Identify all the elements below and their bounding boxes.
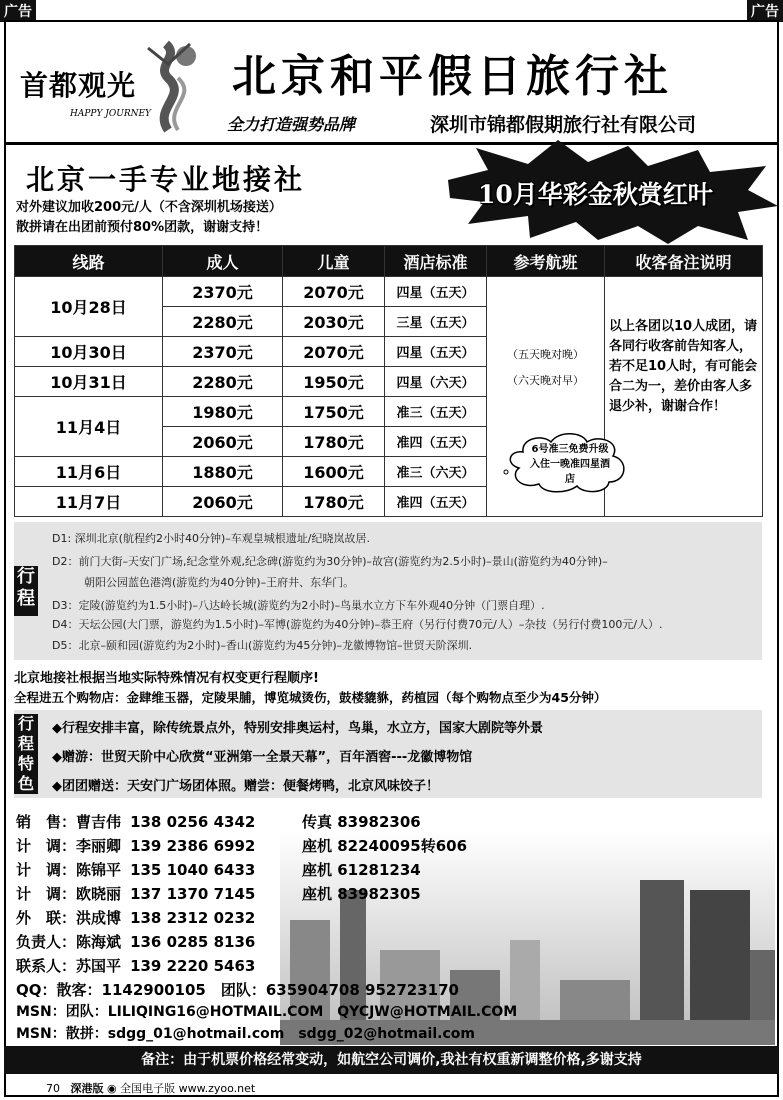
child-price: 1780元	[283, 487, 385, 517]
contact-row	[16, 907, 255, 928]
hotel-standard: 四星（五天）	[385, 277, 487, 307]
child-price: 2030元	[283, 307, 385, 337]
promo-text: 10月华彩金秋赏红叶	[478, 180, 713, 209]
features-label: 行程特色	[14, 714, 38, 794]
itinerary-day: D3：定陵(游览约为1.5小时)–八达岭长城(游览约为2小时)–鸟巢水立方下车外观40分钟（门票自理）.	[52, 599, 545, 612]
contact-extra	[302, 883, 421, 904]
msn-individual-line	[16, 1023, 475, 1043]
msn-team-text: MSN：团队：LILIQING16@HOTMAIL.COM QYCJW@HOTMAIL.COM	[16, 1004, 518, 1020]
hotel-standard: 三星（五天）	[385, 307, 487, 337]
child-price: 2070元	[283, 277, 385, 307]
contact-role: 销 售：	[16, 813, 77, 831]
header-adult: 成人	[163, 246, 283, 277]
adult-price: 1980元	[163, 397, 283, 427]
adult-price: 1880元	[163, 457, 283, 487]
contact-name: 洪成博	[76, 909, 122, 927]
adult-price: 2280元	[163, 367, 283, 397]
price-table	[14, 245, 763, 517]
hotel-standard: 四星（六天）	[385, 367, 487, 397]
contact-extra	[302, 835, 467, 856]
header-hotel: 酒店标准	[385, 246, 487, 277]
page-number: 70	[46, 1082, 60, 1095]
page-edition: 深港版	[70, 1082, 104, 1095]
adult-price: 2060元	[163, 487, 283, 517]
row-date: 11月7日	[15, 487, 163, 517]
contact-row	[16, 931, 255, 952]
feature-item: ◆团团赠送：天安门广场团体照。赠尝：便餐烤鸭，北京风味饺子！	[52, 779, 439, 794]
contact-row	[16, 811, 255, 832]
contact-role: 计 调：	[16, 861, 77, 879]
contact-row	[16, 883, 255, 904]
row-date: 10月31日	[15, 367, 163, 397]
ad-tag-right: 广告	[747, 0, 783, 22]
upgrade-note: 6号准三免费升级入住一晚准四星酒店	[530, 444, 610, 485]
brand-title: 北京和平假日旅行社	[232, 51, 673, 102]
feature-item: ◆行程安排丰富，除传统景点外，特别安排奥运村，鸟巢，水立方，国家大剧院等外景	[52, 721, 543, 736]
contact-row	[16, 955, 255, 976]
contact-role: 外 联：	[16, 909, 77, 927]
contact-extra	[302, 859, 421, 880]
contact-phone: 136 0285 8136	[130, 933, 256, 951]
hotel-standard: 准三（六天）	[385, 457, 487, 487]
contact-extra-text: 座机 82240095转606	[302, 837, 468, 855]
contact-extra-text: 座机 83982305	[302, 885, 421, 903]
globe-icon: ◉	[107, 1082, 117, 1095]
feature-item: ◆赠游：世贸天阶中心欣赏“亚洲第一全景天幕”，百年酒窖---龙徽博物馆	[52, 750, 473, 765]
notice-shopping: 全程进五个购物店：金肆维玉器，定陵果脯，博览城烫伤，鼓楼貔貅，药植园（每个购物点至少为45分钟）	[14, 690, 607, 705]
contact-row	[16, 859, 255, 880]
hotel-standard: 准四（五天）	[385, 427, 487, 457]
note-surcharge: 对外建议加收200元/人（不含深圳机场接送）	[16, 200, 282, 215]
hotel-standard: 准三（五天）	[385, 397, 487, 427]
ad-tag-left: 广告	[0, 0, 36, 22]
header-flight: 参考航班	[487, 246, 605, 277]
logo-subtitle: HAPPY JOURNEY	[70, 109, 151, 119]
remark-text: 以上各团以10人成团，请各同行收客前告知客人，若不足10人时，有可能会合二为一，差价由客人多退少补，谢谢合作！	[609, 318, 758, 414]
itinerary-day: D2：前门大街–天安门广场,纪念堂外观,纪念碑(游览约为30分钟)–故宫(游览约为2.5小时)–景山(游览约为40分钟)–	[52, 555, 608, 568]
contact-name: 陈海斌	[76, 933, 122, 951]
child-price: 1600元	[283, 457, 385, 487]
contact-phone: 135 1040 6433	[130, 861, 256, 879]
row-date: 10月30日	[15, 337, 163, 367]
logo-name: 首都观光	[20, 69, 137, 102]
flight-six-day: （六天晚对早）	[507, 373, 584, 387]
header-child: 儿童	[283, 246, 385, 277]
table-row	[15, 277, 763, 307]
slogan: 全力打造强势品牌	[227, 115, 356, 134]
contact-phone: 139 2220 5463	[130, 957, 256, 975]
notice-order: 北京地接社根据当地实际特殊情况有权变更行程顺序!	[14, 671, 319, 686]
contact-name: 曹吉伟	[76, 813, 122, 831]
contact-role: 联系人：	[16, 957, 77, 975]
contact-extra	[302, 811, 421, 832]
contact-name: 李丽卿	[76, 837, 122, 855]
contact-name: 欧晓丽	[76, 885, 122, 903]
itinerary-day: D1: 深圳北京(航程约2小时40分钟)–车观皇城根遗址/纪晓岚故居.	[52, 532, 370, 545]
child-price: 1780元	[283, 427, 385, 457]
msn-individual-text: MSN：散拼：sdgg_01@hotmail.com sdgg_02@hotmail.com	[16, 1026, 475, 1042]
contact-name: 陈锦平	[76, 861, 122, 879]
row-date: 11月4日	[15, 397, 163, 457]
contact-phone: 137 1370 7145	[130, 885, 256, 903]
adult-price: 2060元	[163, 427, 283, 457]
adult-price: 2280元	[163, 307, 283, 337]
page-site: 全国电子版 www.zyoo.net	[120, 1082, 256, 1095]
child-price: 2070元	[283, 337, 385, 367]
contact-extra-text: 座机 61281234	[302, 861, 421, 879]
contact-extra-text: 传真 83982306	[302, 813, 421, 831]
contact-role: 计 调：	[16, 885, 77, 903]
contact-name: 苏国平	[76, 957, 122, 975]
contact-row	[16, 835, 255, 856]
itinerary-day: 朝阳公园蓝色港湾(游览约为40分钟)–王府井、东华门。	[84, 576, 355, 589]
footer-remark: 备注：由于机票价格经常变动，如航空公司调价,我社有权重新调整价格,多谢支持	[4, 1046, 779, 1074]
adult-price: 2370元	[163, 337, 283, 367]
table-header-row	[15, 246, 763, 277]
qq-text: QQ：散客：1142900105 团队：635904708 952723170	[16, 981, 459, 999]
hotel-standard: 准四（五天）	[385, 487, 487, 517]
header-remark: 收客备注说明	[605, 246, 763, 277]
contact-phone: 139 2386 6992	[130, 837, 256, 855]
child-price: 1750元	[283, 397, 385, 427]
header-route: 线路	[15, 246, 163, 277]
qq-line	[16, 979, 459, 1000]
flight-five-day: （五天晚对晚）	[507, 347, 584, 361]
contact-role: 计 调：	[16, 837, 77, 855]
msn-team-line	[16, 1001, 517, 1021]
itinerary-day: D4：天坛公园(大门票，游览约为1.5小时)–军博(游览约为40分钟)–恭王府（另行付费70元/人）–杂技（另行付费100元/人）.	[52, 618, 663, 631]
hotel-standard: 四星（五天）	[385, 337, 487, 367]
contact-phone: 138 2312 0232	[130, 909, 256, 927]
child-price: 1950元	[283, 367, 385, 397]
page-info	[46, 1080, 255, 1096]
itinerary-day: D5：北京–颐和园(游览约为2小时)–香山(游览约为45分钟)–龙徽博物馆–世贸天阶深圳.	[52, 639, 473, 652]
note-deposit: 散拼请在出团前预付80%团款，谢谢支持！	[16, 220, 269, 235]
contact-role: 负责人：	[16, 933, 77, 951]
adult-price: 2370元	[163, 277, 283, 307]
row-date: 10月28日	[15, 277, 163, 337]
contact-phone: 138 0256 4342	[130, 813, 256, 831]
row-date: 11月6日	[15, 457, 163, 487]
headline: 北京一手专业地接社	[26, 163, 306, 196]
company-name: 深圳市锦都假期旅行社有限公司	[430, 114, 697, 136]
itinerary-label: 行程	[14, 566, 38, 616]
